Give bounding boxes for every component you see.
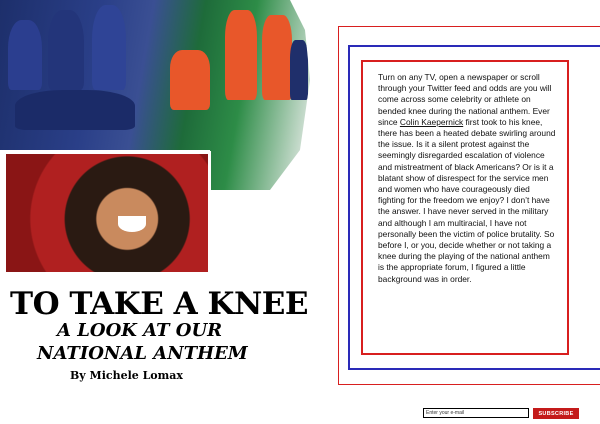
open-mouth — [118, 216, 146, 232]
fan-figure — [8, 20, 42, 90]
player-kneeling — [170, 50, 210, 110]
article-body-intro: Turn on any TV, open a newspaper or scroll through your Twitter feed and odds are you will come across some celebrity or athlete on bended knee during the national anthem. Ever since — [378, 72, 552, 127]
fan-row — [15, 90, 135, 130]
article-byline: By Michele Lomax — [70, 369, 183, 382]
article-body — [378, 72, 558, 285]
article-body-rest: first took to his knee, there has been a heated debate swirling around the issue. Is it a silent protest against the seemingly disregarded escalation of violence and mistreatment of black Americans? Or is it a blatant show of disrespect for the service men and women who have courageously died fighting for the freedom we enjoy? I don’t have the answer. I have never served in the military and although I am multiracial, I have not personally been the victim of police brutality. So before I, or you, decide whether or not taking a knee during the playing of the national anthem is the appropriate forum, I figured a little background was in order. — [378, 116, 556, 284]
article-title: TO TAKE A KNEE — [10, 286, 309, 322]
article-subtitle-line2: NATIONAL ANTHEM — [37, 343, 248, 364]
email-input[interactable] — [423, 408, 529, 418]
article-subtitle-line1: A LOOK AT OUR — [57, 320, 223, 341]
player-standing — [225, 10, 257, 100]
fan-figure — [92, 5, 126, 90]
fan-figure — [48, 10, 84, 90]
protester-woman-photo — [3, 151, 211, 275]
subscribe-button[interactable]: SUBSCRIBE — [533, 408, 579, 419]
colin-kaepernick-link[interactable]: Colin Kaepernick — [399, 116, 464, 127]
player-standing — [290, 40, 308, 100]
player-standing — [262, 15, 292, 100]
